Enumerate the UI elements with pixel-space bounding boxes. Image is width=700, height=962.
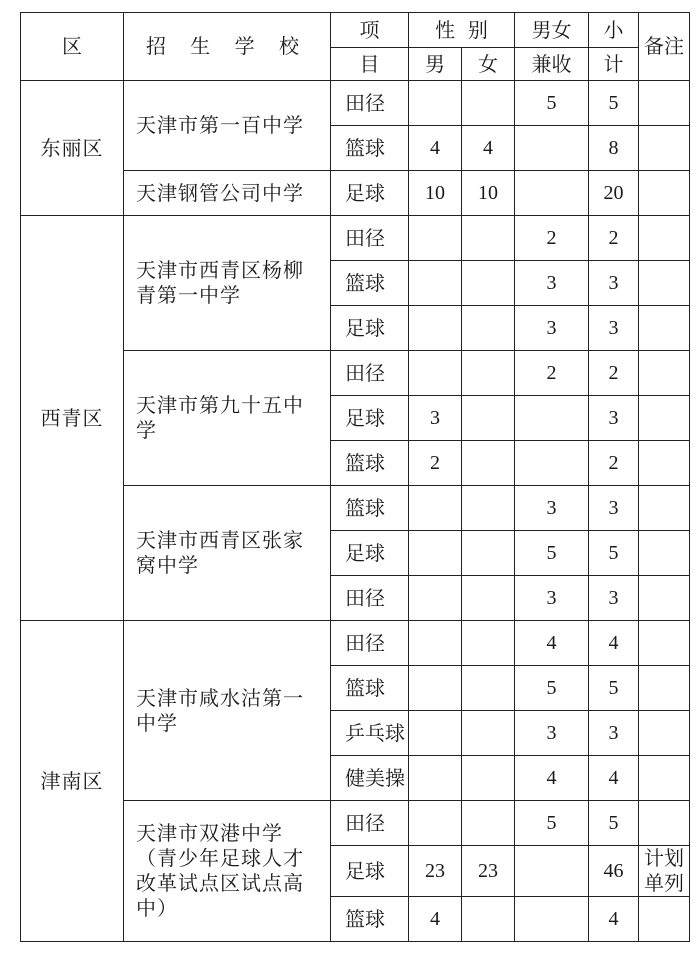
mixed-count-cell (515, 396, 589, 441)
subtotal-cell: 3 (589, 576, 639, 621)
female-count-cell: 4 (462, 126, 515, 171)
subtotal-cell: 3 (589, 261, 639, 306)
subtotal-cell: 5 (589, 531, 639, 576)
subtotal-cell: 3 (589, 396, 639, 441)
male-count-cell (409, 621, 462, 666)
project-cell: 篮球 (331, 126, 409, 171)
subtotal-cell: 3 (589, 306, 639, 351)
school-cell: 天津市西青区杨柳青第一中学 (124, 216, 331, 351)
district-cell: 津南区 (21, 621, 124, 942)
remark-cell (639, 396, 690, 441)
male-count-cell (409, 486, 462, 531)
mixed-count-cell: 3 (515, 306, 589, 351)
header-subtotal-bottom: 计 (589, 48, 639, 81)
header-row-1 (21, 13, 690, 48)
school-cell: 天津市双港中学（青少年足球人才改革试点区试点高中） (124, 801, 331, 942)
remark-cell (639, 531, 690, 576)
mixed-count-cell: 5 (515, 666, 589, 711)
school-cell: 天津市第九十五中学 (124, 351, 331, 486)
subtotal-cell: 5 (589, 81, 639, 126)
female-count-cell: 10 (462, 171, 515, 216)
subtotal-cell: 3 (589, 711, 639, 756)
table-row (21, 81, 690, 126)
project-cell: 田径 (331, 621, 409, 666)
school-cell: 天津市咸水沽第一中学 (124, 621, 331, 801)
male-count-cell (409, 261, 462, 306)
header-remark: 备注 (639, 13, 690, 81)
school-cell: 天津市西青区张家窝中学 (124, 486, 331, 621)
mixed-count-cell: 3 (515, 576, 589, 621)
remark-cell (639, 216, 690, 261)
remark-cell (639, 351, 690, 396)
male-count-cell: 10 (409, 171, 462, 216)
female-count-cell (462, 396, 515, 441)
subtotal-cell: 2 (589, 216, 639, 261)
female-count-cell (462, 756, 515, 801)
female-count-cell (462, 486, 515, 531)
district-cell: 东丽区 (21, 81, 124, 216)
male-count-cell (409, 666, 462, 711)
male-count-cell (409, 306, 462, 351)
mixed-count-cell (515, 126, 589, 171)
female-count-cell (462, 216, 515, 261)
subtotal-cell: 4 (589, 897, 639, 942)
project-cell: 田径 (331, 801, 409, 846)
district-cell: 西青区 (21, 216, 124, 621)
project-cell: 篮球 (331, 261, 409, 306)
female-count-cell (462, 801, 515, 846)
subtotal-cell: 8 (589, 126, 639, 171)
remark-cell (639, 756, 690, 801)
header-gender: 性 别 (409, 13, 515, 48)
project-cell: 足球 (331, 171, 409, 216)
mixed-count-cell: 5 (515, 801, 589, 846)
subtotal-cell: 20 (589, 171, 639, 216)
subtotal-cell: 2 (589, 351, 639, 396)
remark-cell (639, 621, 690, 666)
remark-cell (639, 576, 690, 621)
project-cell: 足球 (331, 531, 409, 576)
project-cell: 足球 (331, 396, 409, 441)
table-row (21, 216, 690, 261)
mixed-count-cell: 5 (515, 81, 589, 126)
project-cell: 健美操 (331, 756, 409, 801)
female-count-cell (462, 81, 515, 126)
remark-cell (639, 171, 690, 216)
male-count-cell: 4 (409, 126, 462, 171)
subtotal-cell: 5 (589, 801, 639, 846)
project-cell: 足球 (331, 306, 409, 351)
remark-cell (639, 261, 690, 306)
female-count-cell (462, 441, 515, 486)
mixed-count-cell: 3 (515, 711, 589, 756)
subtotal-cell: 5 (589, 666, 639, 711)
header-female: 女 (462, 48, 515, 81)
remark-cell (639, 306, 690, 351)
header-mixed-top: 男女 (515, 13, 589, 48)
mixed-count-cell (515, 441, 589, 486)
remark-cell (639, 801, 690, 846)
school-cell: 天津市第一百中学 (124, 81, 331, 171)
female-count-cell (462, 576, 515, 621)
project-cell: 田径 (331, 81, 409, 126)
male-count-cell (409, 756, 462, 801)
header-male: 男 (409, 48, 462, 81)
project-cell: 乒乓球 (331, 711, 409, 756)
mixed-count-cell: 3 (515, 486, 589, 531)
subtotal-cell: 46 (589, 846, 639, 897)
project-cell: 篮球 (331, 486, 409, 531)
remark-cell (639, 441, 690, 486)
female-count-cell (462, 621, 515, 666)
male-count-cell: 23 (409, 846, 462, 897)
female-count-cell (462, 261, 515, 306)
school-cell: 天津钢管公司中学 (124, 171, 331, 216)
header-project-top: 项 (331, 13, 409, 48)
remark-cell (639, 126, 690, 171)
mixed-count-cell (515, 846, 589, 897)
project-cell: 篮球 (331, 441, 409, 486)
project-cell: 篮球 (331, 666, 409, 711)
male-count-cell: 2 (409, 441, 462, 486)
mixed-count-cell: 2 (515, 351, 589, 396)
enrollment-table (20, 12, 690, 942)
male-count-cell: 3 (409, 396, 462, 441)
table-row (21, 621, 690, 666)
mixed-count-cell (515, 897, 589, 942)
male-count-cell (409, 576, 462, 621)
male-count-cell (409, 711, 462, 756)
header-subtotal-top: 小 (589, 13, 639, 48)
mixed-count-cell (515, 171, 589, 216)
project-cell: 田径 (331, 216, 409, 261)
project-cell: 田径 (331, 351, 409, 396)
project-cell: 篮球 (331, 897, 409, 942)
project-cell: 足球 (331, 846, 409, 897)
header-school: 招 生 学 校 (124, 13, 331, 81)
remark-cell: 计划单列 (639, 846, 690, 897)
remark-cell (639, 666, 690, 711)
female-count-cell (462, 351, 515, 396)
female-count-cell (462, 666, 515, 711)
subtotal-cell: 4 (589, 621, 639, 666)
subtotal-cell: 4 (589, 756, 639, 801)
male-count-cell (409, 531, 462, 576)
male-count-cell (409, 351, 462, 396)
female-count-cell (462, 711, 515, 756)
male-count-cell: 4 (409, 897, 462, 942)
remark-cell (639, 81, 690, 126)
remark-cell (639, 897, 690, 942)
mixed-count-cell: 4 (515, 621, 589, 666)
mixed-count-cell: 3 (515, 261, 589, 306)
header-district: 区 (21, 13, 124, 81)
female-count-cell: 23 (462, 846, 515, 897)
header-project-bottom: 目 (331, 48, 409, 81)
remark-cell (639, 711, 690, 756)
project-cell: 田径 (331, 576, 409, 621)
female-count-cell (462, 897, 515, 942)
header-mixed-bottom: 兼收 (515, 48, 589, 81)
female-count-cell (462, 306, 515, 351)
mixed-count-cell: 2 (515, 216, 589, 261)
male-count-cell (409, 801, 462, 846)
male-count-cell (409, 81, 462, 126)
female-count-cell (462, 531, 515, 576)
mixed-count-cell: 5 (515, 531, 589, 576)
mixed-count-cell: 4 (515, 756, 589, 801)
subtotal-cell: 2 (589, 441, 639, 486)
male-count-cell (409, 216, 462, 261)
remark-cell (639, 486, 690, 531)
subtotal-cell: 3 (589, 486, 639, 531)
